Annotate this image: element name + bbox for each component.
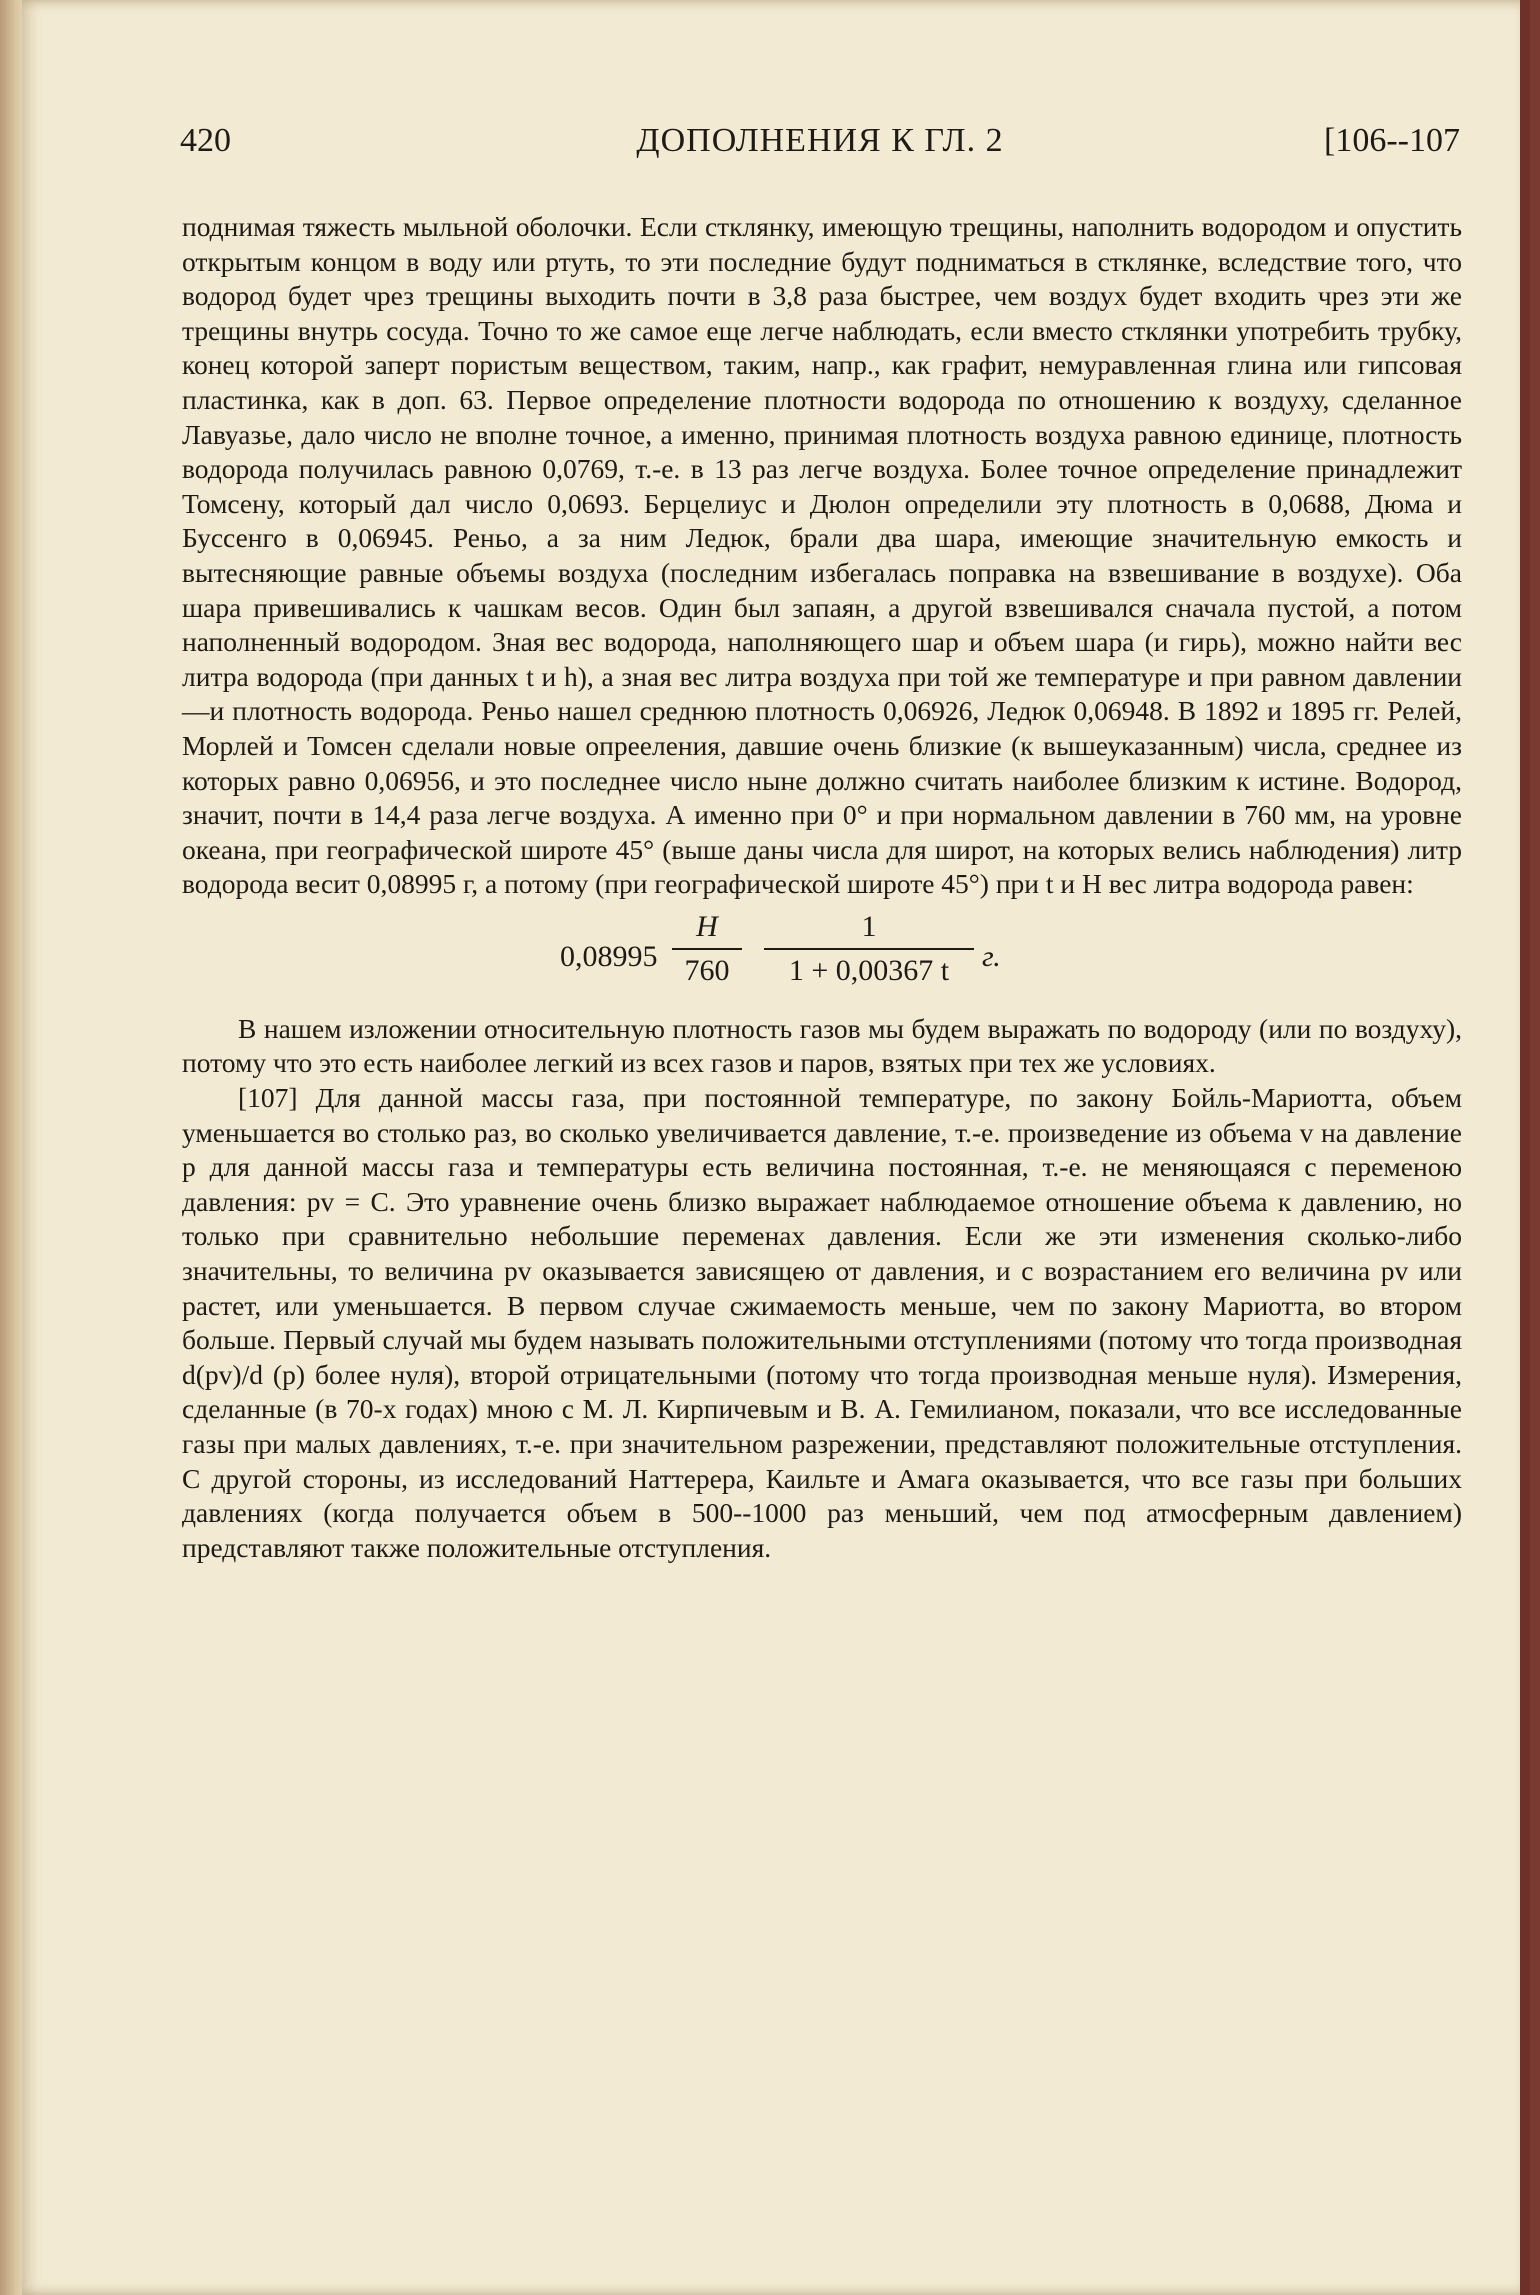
formula-coefficient: 0,08995	[560, 939, 658, 973]
formula-denominator-expansion: 1 + 0,00367 t	[788, 954, 950, 988]
formula-fraction-pressure	[672, 910, 742, 989]
formula-numerator-one: 1	[861, 909, 877, 943]
formula-fraction-temperature	[764, 910, 974, 989]
litre-weight-formula	[182, 902, 1462, 1012]
page-body	[182, 210, 1462, 1565]
paragraph-boyle-mariotte: [107] Для данной массы газа, при постоянной температуре, по закону Бойль-Мариотта, объем уменьшается во столько раз, во сколько увеличивается давление, т.-е. произведение из объема v на давление p для данной массы газа и температуры есть величина постоянная, т.-е. не меняющаяся с переменою давления: pv = C. Это уравнение очень близко выражает наблюдаемое отношение объема к давлению, но только при сравнительно небольшие переменах давления. Если же эти изменения сколько-либо значительны, то величина pv оказывается зависящею от давления, и с возрастанием его величина pv или растет, или уменьшается. В первом случае сжимаемость меньше, чем по закону Мариотта, во втором больше. Первый случай мы будем называть положительными отступлениями (потому что тогда производная d(pv)/d (p) более нуля), второй отрицательными (потому что тогда производная меньше нуля). Измерения, сделанные (в 70-х годах) мною с М. Л. Кирпичевым и В. А. Гемилианом, показали, что все исследованные газы при малых давлениях, т.-е. при значительном разрежении, представляют положительные отступления. С другой стороны, из исследований Наттерера, Каильте и Амага оказывается, что все газы при больших давлениях (когда получается объем в 500--1000 раз меньший, чем под атмосферным давлением) представляют также положительные отступления.	[182, 1082, 1462, 1563]
formula-numerator-h: H	[696, 909, 718, 943]
page-number: 420	[180, 122, 231, 159]
chapter-title: ДОПОЛНЕНИЯ К ГЛ. 2	[636, 122, 1004, 159]
formula-unit: г.	[982, 939, 1001, 973]
running-header	[180, 122, 1460, 172]
section-range: [106--107	[1324, 122, 1460, 159]
paragraph-hydrogen-density: поднимая тяжесть мыльной оболочки. Если стклянку, имеющую трещины, наполнить водородом и опустить открытым концом в воду или ртуть, то эти последние будут подниматься в стклянке, вследствие того, что водород будет чрез трещины выходить почти в 3,8 раза быстрее, чем воздух будет входить чрез эти же трещины внутрь сосуда. Точно то же самое еще легче наблюдать, если вместо стклянки употребить трубку, конец которой заперт пористым веществом, таким, напр., как графит, немуравленная глина или гипсовая пластинка, как в доп. 63. Первое определение плотности водорода по отношению к воздуху, сделанное Лавуазье, дало число не вполне точное, а именно, принимая плотность воздуха равною единице, плотность водорода получилась равною 0,0769, т.-е. в 13 раз легче воздуха. Более точное определение принадлежит Томсену, который дал число 0,0693. Берцелиус и Дюлон определили эту плотность в 0,0688, Дюма и Буссенго в 0,06945. Реньо, а за ним Ледюк, брали два шара, имеющие значительную емкость и вытесняющие равные объемы воздуха (последним избегалась поправка на взвешивание в воздухе). Оба шара привешивались к чашкам весов. Один был запаян, а другой взвешивался сначала пустой, а потом наполненный водородом. Зная вес водорода, наполняющего шар и объем шара (и гирь), можно найти вес литра водорода (при данных t и h), а зная вес литра воздуха при той же температуре и при равном давлении—и плотность водорода. Реньо нашел среднюю плотность 0,06926, Ледюк 0,06948. В 1892 и 1895 гг. Релей, Морлей и Томсен сделали новые опрееления, давшие очень близкие (к вышеуказанным) числа, среднее из которых равно 0,06956, и это последнее число ныне должно считать наиболее близким к истине. Водород, значит, почти в 14,4 раза легче воздуха. А именно при 0° и при нормальном давлении в 760 мм, на уровне океана, при географической широте 45° (выше даны числа для широт, на которых велись наблюдения) литр водорода весит 0,08995 г, а потому (при географической широте 45°) при t и H вес литра водорода равен:	[182, 211, 1462, 900]
paragraph-relative-density: В нашем изложении относительную плотность газов мы будем выражать по водороду (или по воздуху), потому что это есть наиболее легкий из всех газов и паров, взятых при тех же условиях.	[182, 1012, 1462, 1079]
page-edge	[1520, 0, 1530, 2295]
formula-denominator-760: 760	[684, 954, 730, 988]
